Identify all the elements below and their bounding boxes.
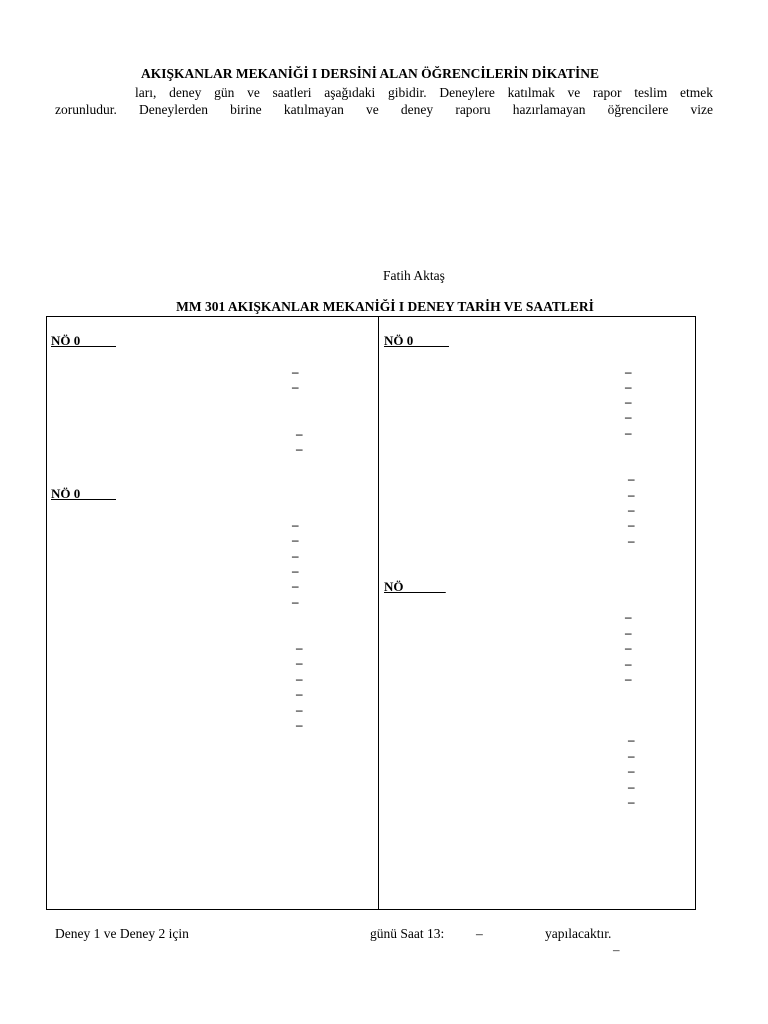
dash-mark: – [296,640,303,655]
footer-day-time: günü Saat 13: [370,926,445,941]
dash-mark: – [296,671,303,686]
dash-mark: – [296,717,303,732]
dash-mark: – [625,394,632,409]
footer-suffix: yapılacaktır. [545,926,612,941]
dash-mark: – [628,517,635,532]
footer-label: Deney 1 ve Deney 2 için [55,926,189,941]
dash-mark: – [625,379,632,394]
dash-mark: – [625,671,632,686]
dash-mark: – [292,517,299,532]
dash-mark: – [625,625,632,640]
paragraph-line-2: zorunludur. Deneylerden birine katılmayan ve deney raporu hazırlamayan öğrencilere vize [55,102,713,117]
dash-mark: – [296,702,303,717]
dash-mark: – [628,533,635,548]
dash-mark: – [625,425,632,440]
dash-mark: – [292,364,299,379]
group-heading-right-2: NÖ [384,579,446,594]
dash-mark: – [625,609,632,624]
dash-mark: – [296,686,303,701]
footer-dash-second: – [613,942,620,957]
dash-mark: – [628,487,635,502]
dash-mark: – [628,502,635,517]
author-name: Fatih Aktaş [383,268,445,283]
dash-mark: – [625,364,632,379]
group-heading-left-1: NÖ 0 [51,333,116,348]
dash-mark: – [625,640,632,655]
dash-mark: – [296,441,303,456]
dash-mark: – [292,532,299,547]
schedule-table-title: MM 301 AKIŞKANLAR MEKANİĞİ I DENEY TARİH VE SAATLERİ [176,299,594,314]
dash-mark: – [628,794,635,809]
group-heading-right-1: NÖ 0 [384,333,449,348]
paragraph-line-1: ları, deney gün ve saatleri aşağıdaki gibidir. Deneylere katılmak ve rapor teslim etmek [135,85,713,100]
document-title: AKIŞKANLAR MEKANİĞİ I DERSİNİ ALAN ÖĞRENCİLERİN DİKATİNE [140,66,600,81]
dash-mark: – [625,656,632,671]
dash-mark: – [292,379,299,394]
dash-mark: – [296,655,303,670]
dash-mark: – [628,471,635,486]
schedule-table [46,316,696,910]
group-heading-left-2: NÖ 0 [51,486,116,501]
dash-mark: – [628,748,635,763]
dash-mark: – [292,578,299,593]
dash-mark: – [625,409,632,424]
dash-mark: – [628,763,635,778]
footer-dash: – [476,926,483,941]
dash-mark: – [296,426,303,441]
dash-mark: – [292,563,299,578]
table-column-divider [378,317,379,909]
dash-mark: – [292,548,299,563]
dash-mark: – [292,594,299,609]
dash-mark: – [628,732,635,747]
dash-mark: – [628,779,635,794]
